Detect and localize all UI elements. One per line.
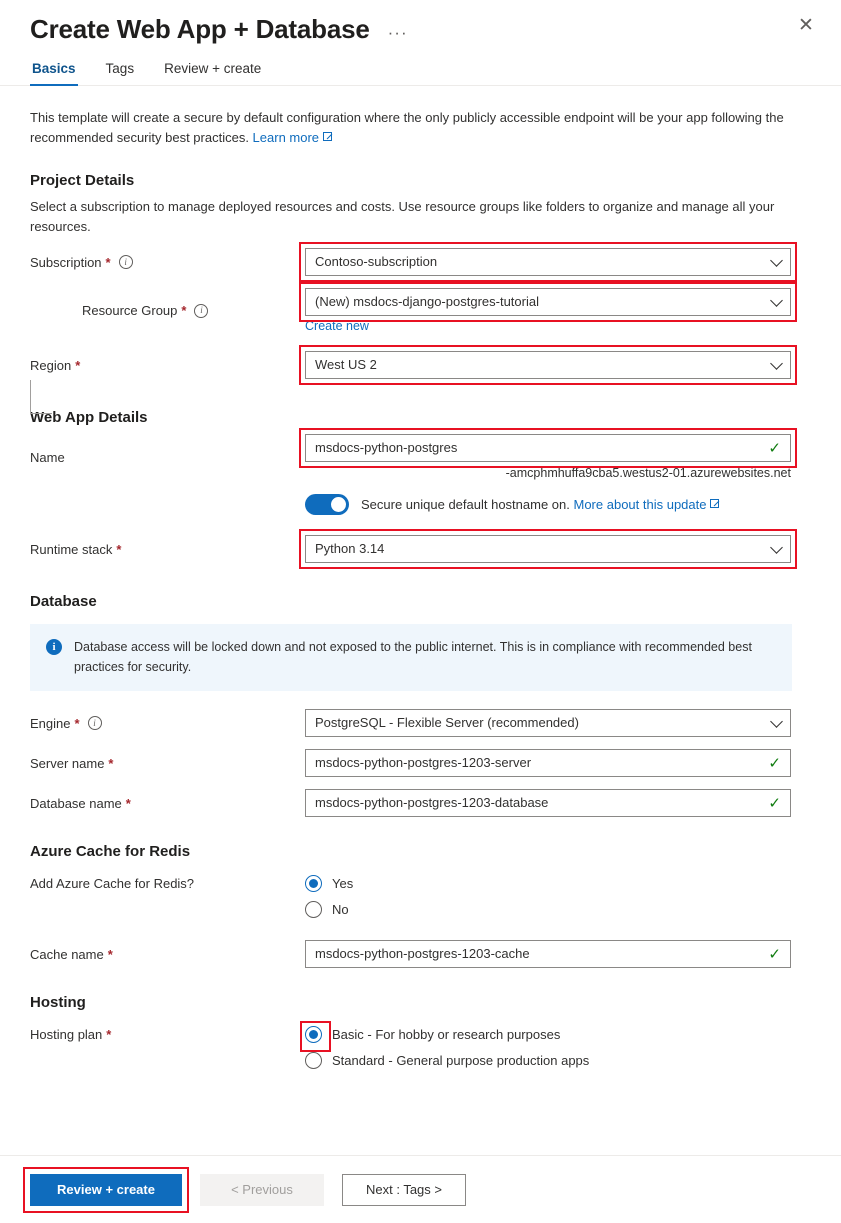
page-title: Create Web App + Database	[30, 14, 370, 44]
cache-name-row	[30, 940, 811, 968]
engine-field[interactable]	[305, 709, 791, 737]
external-link-icon	[710, 499, 719, 508]
server-name-label	[30, 756, 305, 771]
required-asterisk: *	[75, 357, 81, 373]
hosting-standard-label: Standard - General purpose production apps	[332, 1053, 590, 1069]
review-create-button[interactable]: Review + create	[30, 1174, 182, 1206]
hosting-plan-label	[30, 1027, 305, 1042]
database-banner-text: Database access will be locked down and not exposed to the public internet. This is in compliance with recommended best practices for security.	[74, 640, 752, 674]
hostname-toggle-row	[30, 494, 811, 515]
app-name-suffix: -amcphmhuffa9cba5.westus2-01.azurewebsites.net	[505, 466, 791, 481]
info-icon: i	[46, 639, 62, 655]
hosting-plan-row	[30, 1017, 811, 1069]
tab-basics[interactable]: Basics	[30, 57, 78, 85]
cache-name-label-text: Cache name	[30, 946, 104, 962]
database-info-banner	[30, 624, 792, 691]
redis-option-row	[30, 866, 811, 918]
info-icon[interactable]: i	[88, 716, 102, 730]
info-icon[interactable]: i	[119, 255, 133, 269]
region-label	[30, 358, 305, 373]
app-name-field[interactable]	[305, 434, 791, 462]
database-name-row	[30, 789, 811, 817]
redis-add-label	[30, 876, 305, 891]
redis-yes-radio[interactable]	[305, 875, 322, 892]
subscription-field[interactable]	[305, 248, 791, 276]
hostname-toggle-label	[361, 497, 719, 512]
region-field[interactable]	[305, 351, 791, 379]
subscription-label-text: Subscription	[30, 254, 102, 270]
secure-hostname-toggle[interactable]	[305, 494, 349, 515]
resource-group-field[interactable]	[305, 288, 791, 316]
external-link-icon	[323, 132, 332, 141]
cache-name-field[interactable]	[305, 940, 791, 968]
required-asterisk: *	[74, 715, 80, 731]
region-row	[30, 351, 811, 379]
server-name-row	[30, 749, 811, 777]
server-name-input[interactable]: msdocs-python-postgres-1203-server	[305, 749, 791, 777]
database-name-field[interactable]	[305, 789, 791, 817]
app-name-label-text: Name	[30, 449, 65, 465]
engine-label	[30, 716, 305, 731]
redis-yes-row[interactable]	[305, 875, 791, 892]
app-name-label	[30, 450, 305, 465]
app-name-input[interactable]: msdocs-python-postgres	[305, 434, 791, 462]
required-asterisk: *	[105, 254, 111, 270]
redis-no-radio[interactable]	[305, 901, 322, 918]
hosting-standard-row[interactable]	[305, 1052, 791, 1069]
create-new-wrap	[305, 319, 791, 333]
database-name-label	[30, 796, 305, 811]
valid-check-icon: ✓	[768, 795, 781, 813]
region-select[interactable]: West US 2	[305, 351, 791, 379]
required-asterisk: *	[116, 541, 122, 557]
database-name-input[interactable]: msdocs-python-postgres-1203-database	[305, 789, 791, 817]
project-details-heading: Project Details	[30, 172, 135, 190]
required-asterisk: *	[108, 755, 114, 771]
required-asterisk: *	[125, 795, 131, 811]
next-tags-button[interactable]: Next : Tags >	[342, 1174, 466, 1206]
engine-row	[30, 709, 811, 737]
server-name-label-text: Server name	[30, 755, 105, 771]
hosting-heading: Hosting	[30, 994, 86, 1012]
required-asterisk: *	[106, 1027, 112, 1043]
region-label-text: Region	[30, 357, 72, 373]
required-asterisk: *	[107, 946, 113, 962]
learn-more-link[interactable]: Learn more	[252, 130, 320, 146]
hostname-toggle-text: Secure unique default hostname on.	[361, 497, 570, 513]
app-name-row	[30, 434, 811, 480]
hosting-basic-radio[interactable]	[305, 1026, 322, 1043]
hosting-basic-row[interactable]	[305, 1026, 791, 1043]
resource-group-label-text: Resource Group	[82, 303, 178, 319]
hosting-plan-label-text: Hosting plan	[30, 1027, 103, 1043]
runtime-stack-label	[30, 542, 305, 557]
more-options-button[interactable]: ···	[387, 23, 408, 42]
cache-name-label	[30, 947, 305, 962]
dialog-footer	[0, 1155, 841, 1223]
redis-add-label-text: Add Azure Cache for Redis?	[30, 876, 195, 892]
runtime-stack-field[interactable]	[305, 535, 791, 563]
intro-text	[30, 108, 800, 148]
runtime-stack-row	[30, 535, 811, 563]
valid-check-icon: ✓	[768, 946, 781, 964]
review-create-wrap	[30, 1174, 182, 1206]
toggle-knob	[331, 497, 346, 512]
server-name-field[interactable]	[305, 749, 791, 777]
hosting-standard-radio[interactable]	[305, 1052, 322, 1069]
info-icon[interactable]: i	[194, 304, 208, 318]
valid-check-icon: ✓	[768, 440, 781, 458]
database-name-label-text: Database name	[30, 795, 122, 811]
hosting-basic-label: Basic - For hobby or research purposes	[332, 1027, 561, 1043]
dialog-header	[0, 0, 841, 45]
valid-check-icon: ✓	[768, 755, 781, 773]
redis-heading: Azure Cache for Redis	[30, 843, 191, 861]
resource-group-tree-connector	[30, 380, 52, 414]
subscription-select[interactable]: Contoso-subscription	[305, 248, 791, 276]
redis-yes-label: Yes	[332, 876, 354, 892]
subscription-label	[30, 255, 305, 270]
resource-group-label	[30, 303, 305, 318]
engine-select[interactable]: PostgreSQL - Flexible Server (recommended)	[305, 709, 791, 737]
required-asterisk: *	[181, 303, 187, 319]
redis-no-row[interactable]	[305, 901, 791, 918]
create-new-link[interactable]: Create new	[305, 319, 369, 334]
tab-tags[interactable]: Tags	[105, 61, 135, 76]
previous-button: < Previous	[200, 1174, 324, 1206]
web-app-details-heading: Web App Details	[30, 409, 148, 427]
tab-bar	[0, 57, 841, 86]
title-row	[30, 14, 811, 45]
intro-paragraph: This template will create a secure by default configuration where the only publicly accessible endpoint will be your app following the recommended security best practices.	[30, 110, 784, 146]
resource-group-select[interactable]: (New) msdocs-django-postgres-tutorial	[305, 288, 791, 316]
tab-review-create[interactable]: Review + create	[164, 61, 262, 76]
runtime-stack-select[interactable]: Python 3.14	[305, 535, 791, 563]
project-details-description: Select a subscription to manage deployed resources and costs. Use resource groups like folders to organize and manage all your resources.	[30, 199, 775, 234]
close-icon[interactable]: ✕	[798, 14, 814, 36]
runtime-stack-label-text: Runtime stack	[30, 541, 113, 557]
cache-name-input[interactable]: msdocs-python-postgres-1203-cache	[305, 940, 791, 968]
form-content	[0, 108, 841, 1069]
more-about-update-link[interactable]: More about this update	[573, 497, 707, 513]
subscription-row	[30, 248, 811, 276]
resource-group-row	[30, 288, 811, 333]
redis-no-label: No	[332, 902, 349, 918]
database-heading: Database	[30, 593, 97, 611]
engine-label-text: Engine	[30, 715, 71, 731]
